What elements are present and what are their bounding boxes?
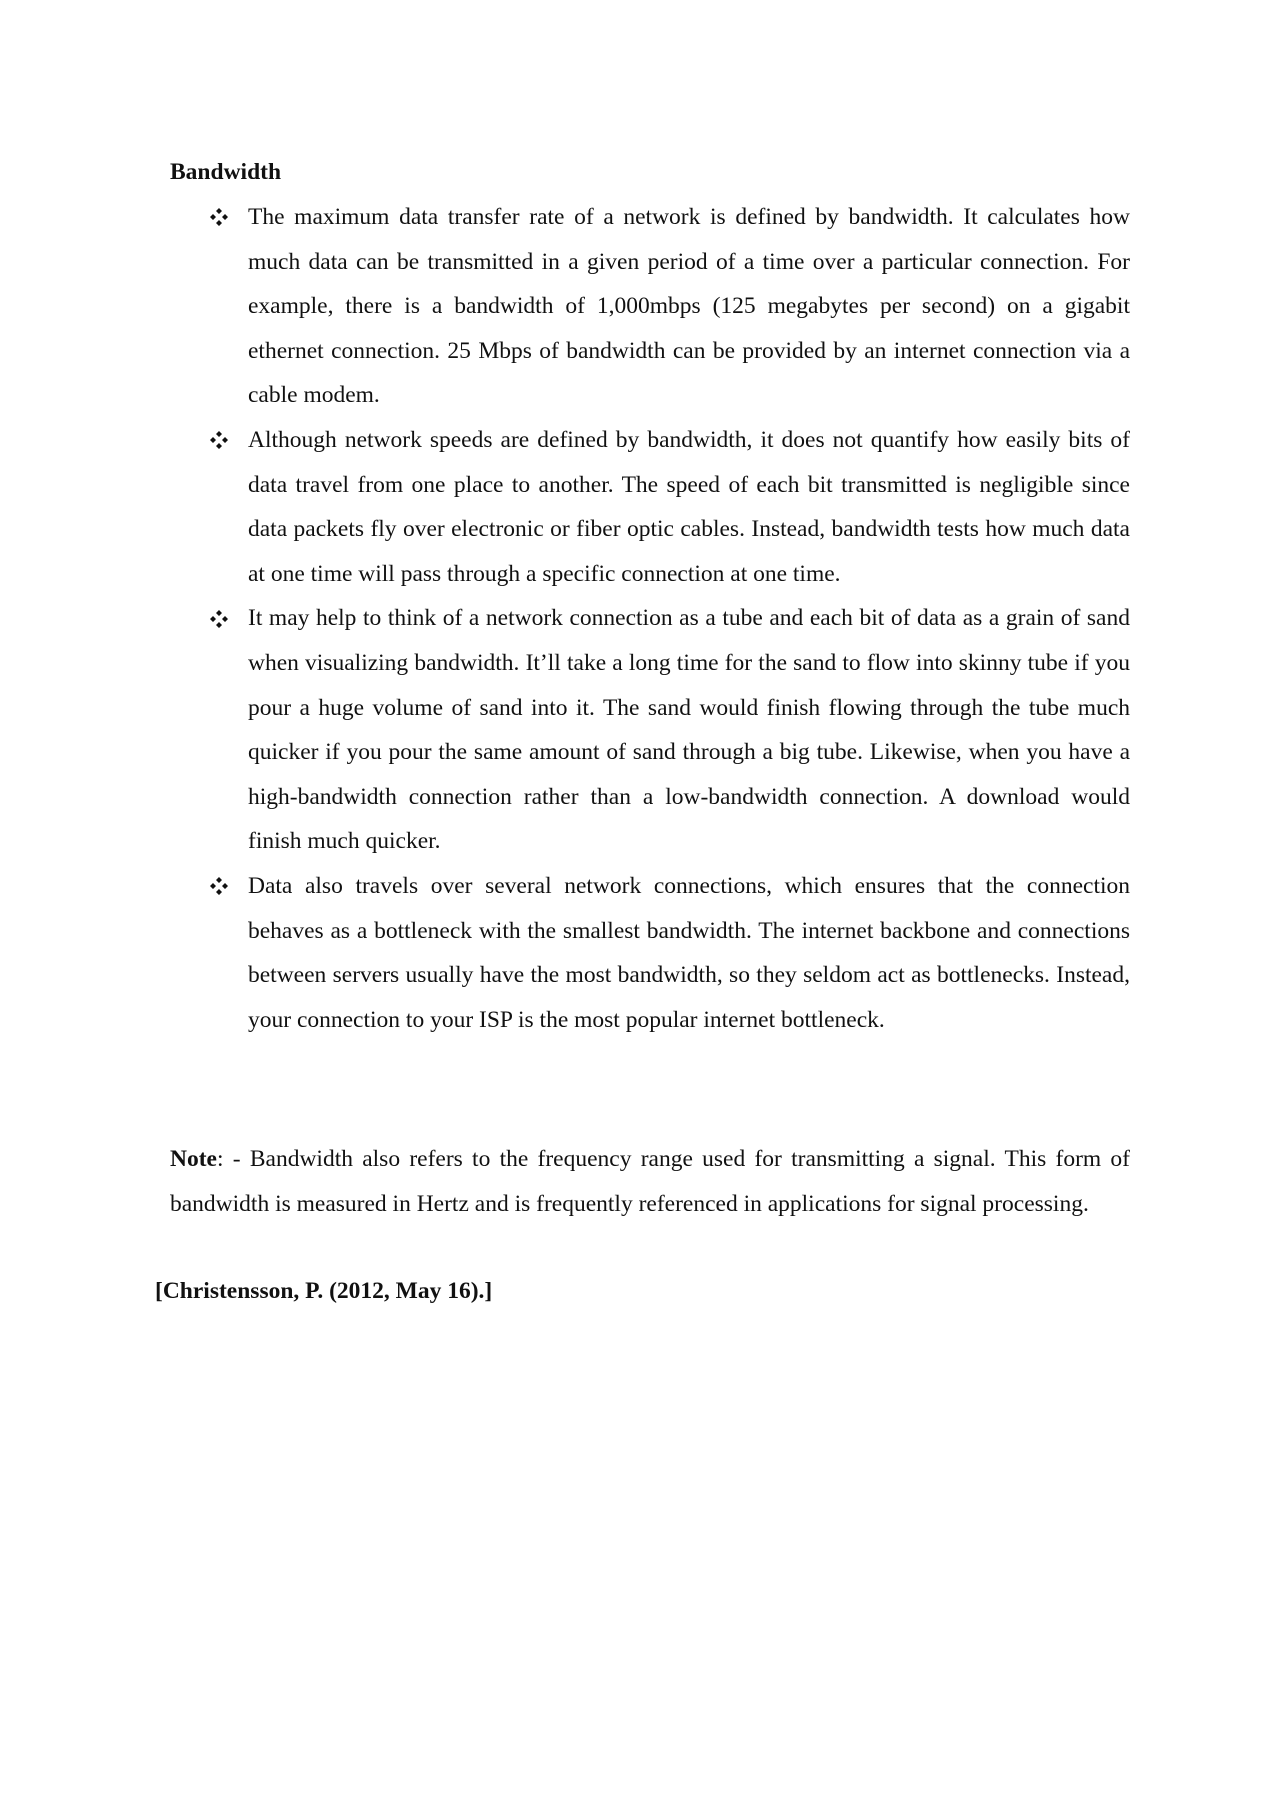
bullet-item [170, 418, 1130, 596]
bullet-item [170, 596, 1130, 864]
diamond-cluster-icon [208, 418, 230, 463]
bullet-text: Although network speeds are defined by bandwidth, it does not quantify how easily bits of data travel from one place to another. The speed of each bit transmitted is negligible since data packets fly over electronic or fiber optic cables. Instead, bandwidth tests how much data at one time will pass through a specific connection at one time. [248, 426, 1130, 587]
bullet-text: The maximum data transfer rate of a network is defined by bandwidth. It calculates how much data can be transmitted in a given period of a time over a particular connection. For example, there is a bandwidth of 1,000mbps (125 megabytes per second) on a gigabit ethernet connection. 25 Mbps of bandwidth can be provided by an internet connection via a cable modem. [248, 204, 1130, 409]
note-text: : - Bandwidth also refers to the frequency range used for transmitting a signal. This form of bandwidth is measured in Hertz and is frequently referenced in applications for signal processing. [170, 1146, 1130, 1217]
note-label: Note [170, 1146, 217, 1172]
bullet-text: It may help to think of a network connection as a tube and each bit of data as a grain of sand when visualizing bandwidth. It’ll take a long time for the sand to flow into skinny tube if you pour a huge volume of sand into it. The sand would finish flowing through the tube much quicker if you pour the same amount of sand through a big tube. Likewise, when you have a high-bandwidth connection rather than a low-bandwidth connection. A download would finish much quicker. [248, 605, 1130, 855]
diamond-cluster-icon [208, 596, 230, 641]
bullet-item [170, 864, 1130, 1042]
note-paragraph [170, 1137, 1130, 1226]
section-heading: Bandwidth [170, 159, 282, 185]
citation: [Christensson, P. (2012, May 16).] [155, 1278, 493, 1304]
diamond-cluster-icon [208, 195, 230, 240]
bullet-list [170, 195, 1130, 1042]
bullet-item [170, 195, 1130, 418]
diamond-cluster-icon [208, 864, 230, 909]
bullet-text: Data also travels over several network connections, which ensures that the connection behaves as a bottleneck with the smallest bandwidth. The internet backbone and connections between servers usually have the most bandwidth, so they seldom act as bottlenecks. Instead, your connection to your ISP is the most popular internet bottleneck. [248, 872, 1130, 1033]
